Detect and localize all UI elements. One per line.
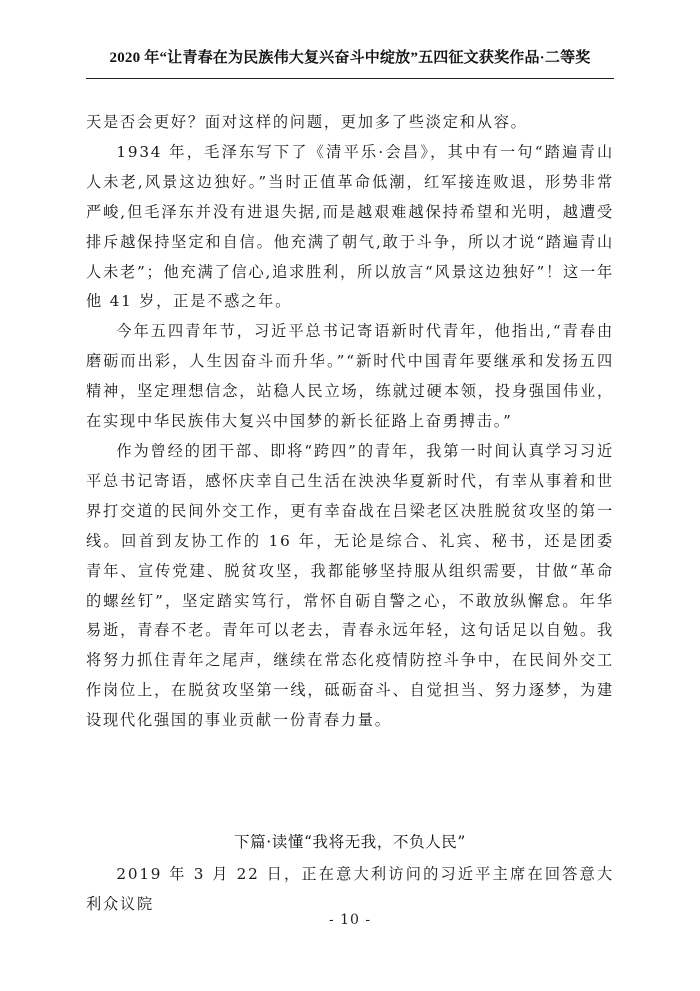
- article-body: [86, 108, 614, 736]
- paragraph-mao-poem: 1934 年，毛泽东写下了《清平乐·会昌》，其中有一句“踏遍青山人未老,风景这边独好。”当时正值革命低潮，红军接连败退，形势非常严峻,但毛泽东并没有进退失据,而是越艰难越保持希望和光明，越遭受排斥越保持坚定和自信。他充满了朝气,敢于斗争，所以才说“踏遍青山人未老”；他充满了信心,追求胜利，所以放言“风景这边独好”！这一年他 41 岁，正是不惑之年。: [86, 142, 614, 311]
- page-number: - 10 -: [328, 912, 372, 928]
- section-heading: 下篇·读懂“我将无我，不负人民”: [234, 833, 466, 851]
- running-header: 2020 年“让青春在为民族伟大复兴奋斗中绽放”五四征文获奖作品·二等奖: [109, 50, 591, 66]
- paragraph-continuation: 天是否会更好？面对这样的问题，更加多了些淡定和从容。: [86, 113, 528, 131]
- header-divider: [86, 78, 614, 79]
- paragraph-personal-reflection: 作为曾经的团干部、即将“跨四”的青年，我第一时间认真学习习近平总书记寄语，感怀庆幸自己生活在泱泱华夏新时代，有幸从事着和世界打交道的民间外交工作，更有幸奋战在吕梁老区决胜脱贫攻坚的第一线。回首到友协工作的 16 年，无论是综合、礼宾、秘书，还是团委青年、宣传党建、脱贫攻坚，我都能够坚持服从组织需要，甘做“革命的螺丝钉”，坚定踏实笃行，常怀自砺自警之心，不敢放纵懈怠。年华易逝，青春不老。青年可以老去，青春永远年轻，这句话足以自勉。我将努力抓住青年之尾声，继续在常态化疫情防控斗争中，在民间外交工作岗位上，在脱贫攻坚第一线，砥砺奋斗、自觉担当、努力逐梦，为建设现代化强国的事业贡献一份青春力量。: [86, 441, 614, 730]
- paragraph-section-start: 2019 年 3 月 22 日，正在意大利访问的习近平主席在回答意大利众议院: [86, 865, 614, 913]
- paragraph-youth-day: 今年五四青年节，习近平总书记寄语新时代青年，他指出,“青春由磨砺而出彩，人生因奋斗而升华。”“新时代中国青年要继承和发扬五四精神，坚定理想信念，站稳人民立场，练就过硬本领，投身强国伟业，在实现中华民族伟大复兴中国梦的新长征路上奋勇搏击。”: [86, 322, 614, 431]
